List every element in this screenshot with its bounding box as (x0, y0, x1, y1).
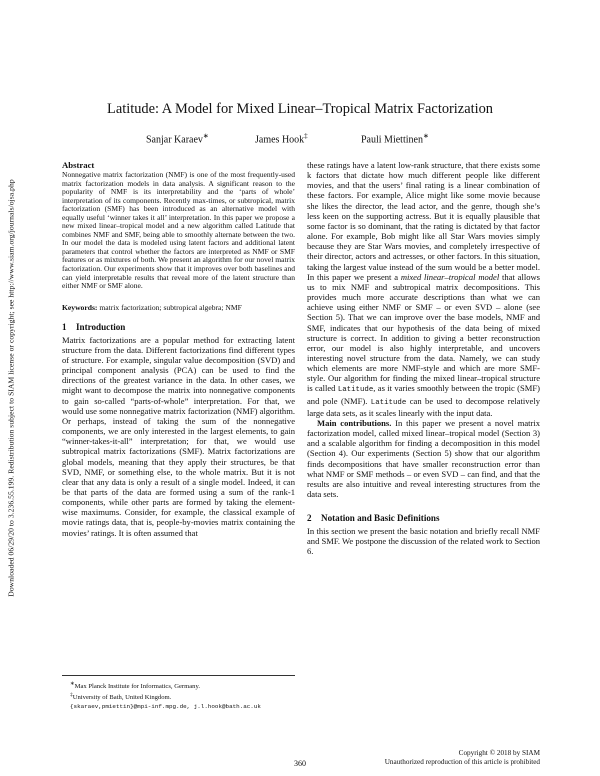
reproduction-notice: Unauthorized reproduction of this article is prohibited (384, 758, 540, 766)
algorithm-name: Latitude (337, 386, 374, 395)
page-number: 360 (294, 759, 306, 768)
footnote-affiliation-bath: ‡University of Bath, United Kingdom. (70, 692, 172, 702)
keywords-label: Keywords: (62, 302, 98, 312)
section-heading-notation: 2 Notation and Basic Definitions (307, 513, 440, 524)
abstract-heading: Abstract (62, 160, 95, 170)
paper-title: Latitude: A Model for Mixed Linear–Tropical Matrix Factorization (107, 101, 493, 117)
footnotes (62, 675, 295, 711)
download-watermark-text: Downloaded 06/29/20 to 3.236.55.199. Redistribution subject to SIAM license or copyright; see http://www.siam.org/journals/ojsa.php (6, 179, 16, 597)
main-contributions-label: Main contributions. (317, 417, 392, 428)
abstract-text: Nonnegative matrix factorization (NMF) is one of the most frequently-used matrix factorization models in data analysis. A significant reason to the popularity of NMF is its interpretability and the ‘parts of whole’ interpretation of its components. Recently max-times, or subtropical, matrix factorization (SMF) has been introduced as an alternative model with equally useful ‘winner takes it all’ interpretation. In this paper we propose a new mixed linear–tropical model and a new algorithm called Latitude that combines NMF and SMF, being able to smoothly alternate between the two. In our model the data is modeled using latent factors and additional latent parameters that control whether the factors are interpreted as NMF or SMF features or as mixtures of both. We present an algorithm for our novel matrix factorization. Our experiments show that it improves over both baselines and can yield interpretable results that reveal more of the latent structure than either NMF or SMF alone. (62, 170, 295, 291)
author-miettinen: Pauli Miettinen∗ (361, 132, 429, 146)
author-karaev: Sanjar Karaev∗ (146, 132, 209, 146)
footnote-affiliation-mpi: ∗Max Planck Institute for Informatics, Germany. (70, 681, 200, 691)
right-column (307, 160, 540, 557)
keywords (62, 303, 295, 312)
author-list (60, 132, 540, 148)
copyright-notice (385, 749, 540, 767)
main-contributions-paragraph: Main contributions. In this paper we present a novel matrix factorization model, called mixed linear–tropical model (Section 3) and a scalable algorithm for finding a decomposition in this model (Section 4). Our experiments (Section 5) show that our algorithm finds decompositions that have smaller reconstruction error than what NMF or SMF methods – or even SVD – can find, and that the results are also intuitive and reveal interesting structures from the data sets. (307, 417, 540, 499)
author-hook: James Hook‡ (255, 132, 308, 146)
introduction-paragraph: Matrix factorizations are a popular method for extracting latent structure from the data. Different factorizations find different types of structure. For example, singular value decomposition (SVD) and principal component analysis (PCA) can be used to find the directions of the greatest variance in the data. In other cases, we might want to decompose the matrix into nonnegative components to gain so-called “parts-of-whole” interpretation. For that, we would use some nonnegative matrix factorization (NMF) algorithm. Or perhaps, instead of taking the sum of the nonnegative components, we are only interested in the largest elements, to gain “winner-takes-it-all” interpretation; for that, we would use subtropical matrix factorizations (SMF). Matrix factorizations are global models, meaning that they apply their structures, be that SVD, NMF, or something else, to the whole matrix. But it is not clear that any data is only a result of a single model. Indeed, it can be that parts of the data are formed using a sum of the rank-1 components, while other parts are formed by taking the element-wise maximums. Consider, for example, the classical example of movie ratings data, that is, people-by-movies matrix containing the movies’ ratings. It is often assumed that (62, 334, 295, 538)
copyright-line: Copyright © 2018 by SIAM (458, 749, 540, 757)
intro-continued-paragraph: these ratings have a latent low-rank structure, that there exists some k factors that dictate how much different people like different movies, and that the users’ final rating is a linear combination of these factors. For example, Alice might like some movie because she likes the director, the lead actor, and the genre, though she’s less keen on the supporting actress. But it is equally plausible that some factor is so dominant, that the rating is dictated by that factor alone. For example, Bob might like all Star Wars movies simply because they are Star Wars movies, and completely irrespective of their director, actors and actresses, or other factors. In this situation, taking the largest value instead of the sum would be a better model. In this paper we present a mixed linear–tropical model that allows us to mix NMF and subtropical matrix decompositions. This provides much more accurate descriptions than what we can achieve using either NMF or SMF – or even SVD – alone (see Section 5). That we can improve over the base models, NMF and SMF, indicates that our hypothesis of the data being of mixed structure is correct. In addition to giving a better reconstruction error, our model is also highly interpretable, and uncovers interesting novel structure from the data. Namely, we can study which elements are more NMF-style and which are more SMF-style. Our algorithm for finding the mixed linear–tropical structure is called Latitude, as it varies smoothly between the tropic (SMF) and pole (NMF). Latitude can be used to decompose relatively large data sets, as it scales linearly with the input data. (307, 160, 540, 418)
left-column (62, 160, 295, 538)
notation-paragraph: In this section we present the basic notation and briefly recall NMF and SMF. We postpone the discussion of the related work to Section 6. (307, 526, 541, 557)
keywords-text: matrix factorization; subtropical algebra; NMF (99, 302, 242, 312)
download-watermark (0, 0, 22, 776)
algorithm-name: Latitude (370, 398, 407, 407)
footnote-emails: {skaraev,pmiettin}@mpi-inf.mpg.de, j.l.hook@bath.ac.uk (70, 702, 261, 710)
section-heading-introduction: 1 Introduction (62, 321, 126, 332)
